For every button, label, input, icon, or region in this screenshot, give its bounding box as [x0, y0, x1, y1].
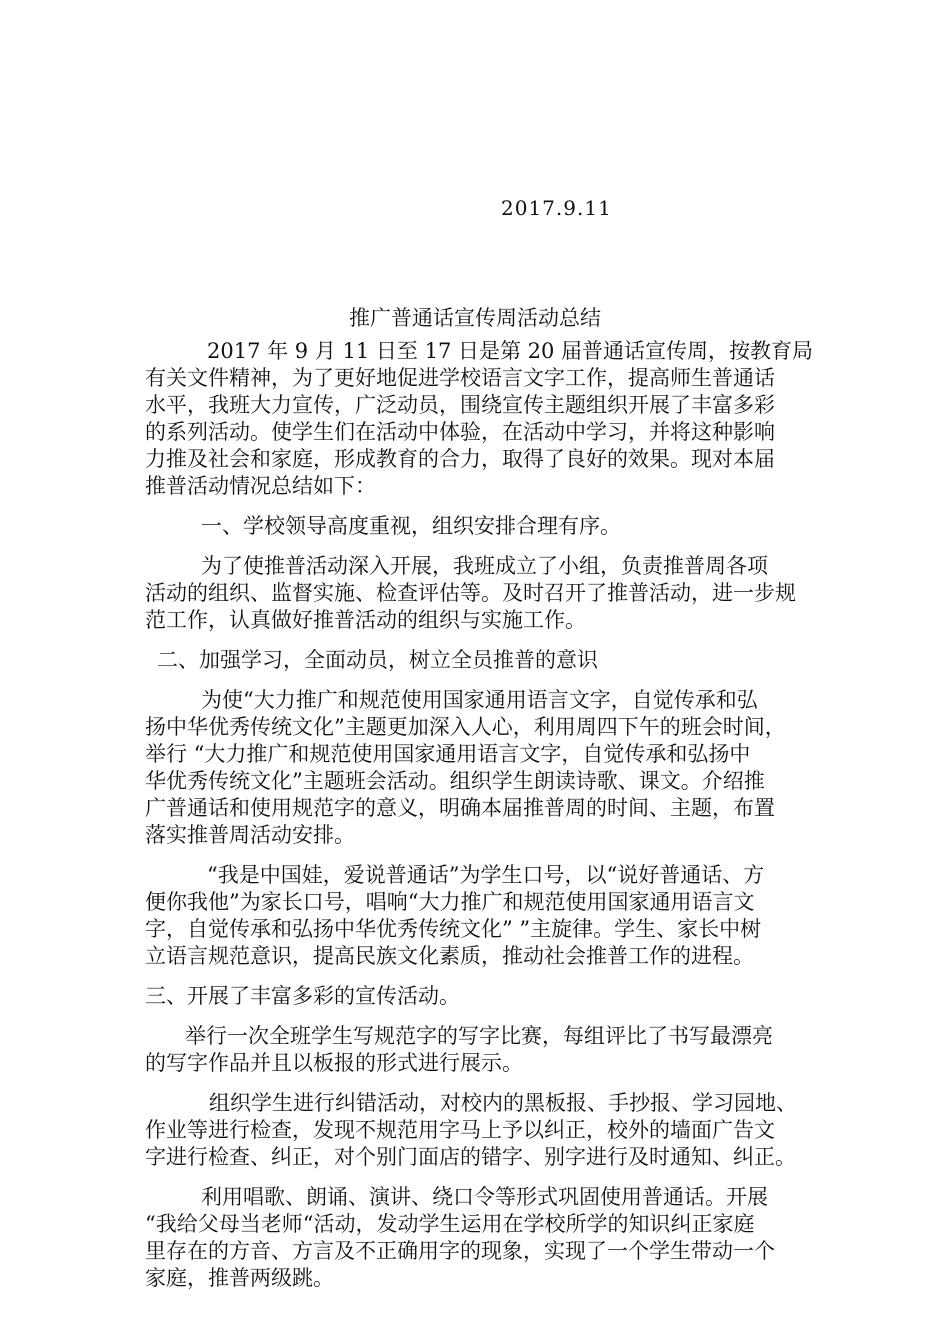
paragraph-line: 范工作，认真做好推普活动的组织与实施工作。: [145, 608, 586, 632]
paragraph-line: 家庭，推普两级跳。: [145, 1266, 334, 1290]
paragraph-section-2a: [145, 687, 820, 849]
document-date: 2017.9.11: [501, 196, 612, 220]
paragraph-line: “我是中国娃，爱说普通话”为学生口号，以“说好普通话、方: [207, 863, 765, 887]
document-title: 推广普通话宣传周活动总结: [349, 306, 601, 330]
paragraph-line: 2017 年 9 月 11 日至 17 日是第 20 届普通话宣传周，按教育局: [207, 339, 814, 363]
paragraph-line: 立语言规范意识，提高民族文化素质，推动社会推普工作的进程。: [145, 944, 754, 968]
section-heading-line: 三、开展了丰富多彩的宣传活动。: [145, 984, 460, 1008]
paragraph-line: 扬中华优秀传统文化”主题更加深入人心，利用周四下午的班会时间，: [145, 715, 786, 739]
paragraph-section-3a: [145, 1023, 820, 1077]
paragraph-line: 为了使推普活动深入开展，我班成立了小组，负责推普周各项: [201, 554, 768, 578]
paragraph-line: 水平，我班大力宣传，广泛动员，围绕宣传主题组织开展了丰富多彩: [145, 393, 775, 417]
section-heading-line: 二、加强学习，全面动员，树立全员推普的意识: [157, 648, 598, 672]
paragraph-line: 里存在的方音、方言及不正确用字的现象，实现了一个学生带动一个: [145, 1239, 775, 1263]
paragraph-line: 便你我他”为家长口号，唱响“大力推广和规范使用国家通用语言文: [145, 890, 755, 914]
section-heading-2: [145, 647, 820, 674]
paragraph-line: 作业等进行检查，发现不规范用字马上予以纠正，校外的墙面广告文: [145, 1118, 775, 1142]
document-body: [145, 338, 820, 1292]
paragraph-line: 推普活动情况总结如下：: [145, 474, 376, 498]
paragraph-line: 有关文件精神，为了更好地促进学校语言文字工作，提高师生普通话: [145, 366, 775, 390]
paragraph-line: 组织学生进行纠错活动，对校内的黑板报、手抄报、学习园地、: [209, 1091, 797, 1115]
paragraph-section-3b: [145, 1090, 820, 1171]
paragraph-line: 举行 “大力推广和规范使用国家通用语言文字，自觉传承和弘扬中: [145, 742, 751, 766]
section-heading-3: [145, 983, 820, 1010]
paragraph-line: 华优秀传统文化”主题班会活动。组织学生朗读诗歌、课文。介绍推: [145, 769, 765, 793]
paragraph-line: 举行一次全班学生写规范字的写字比赛，每组评比了书写最漂亮: [185, 1024, 773, 1048]
paragraph-line: 的写字作品并且以板报的形式进行展示。: [145, 1051, 523, 1075]
paragraph-section-3c: [145, 1184, 820, 1292]
paragraph-line: 字进行检查、纠正，对个别门面店的错字、别字进行及时通知、纠正。: [145, 1145, 796, 1169]
paragraph-intro: [145, 338, 820, 500]
paragraph-line: “我给父母当老师“活动，发动学生运用在学校所学的知识纠正家庭: [145, 1212, 755, 1236]
paragraph-line: 利用唱歌、朗诵、演讲、绕口令等形式巩固使用普通话。开展: [201, 1185, 768, 1209]
paragraph-line: 字，自觉传承和弘扬中华优秀传统文化” ”主旋律。学生、家长中树: [145, 917, 762, 941]
paragraph-line: 力推及社会和家庭，形成教育的合力，取得了良好的效果。现对本届: [145, 447, 775, 471]
paragraph-section-2b: [145, 862, 820, 970]
paragraph-line: 落实推普周活动安排。: [145, 823, 355, 847]
paragraph-section-1: [145, 553, 820, 634]
paragraph-line: 活动的组织、监督实施、检查评估等。及时召开了推普活动，进一步规: [145, 581, 796, 605]
paragraph-line: 广普通话和使用规范字的意义，明确本届推普周的时间、主题，布置: [145, 796, 775, 820]
paragraph-line: 为使“大力推广和规范使用国家通用语言文字，自觉传承和弘: [201, 688, 758, 712]
paragraph-line: 的系列活动。使学生们在活动中体验，在活动中学习，并将这种影响: [145, 420, 775, 444]
section-heading-line: 一、学校领导高度重视，组织安排合理有序。: [201, 514, 621, 538]
section-heading-1: [145, 513, 820, 540]
